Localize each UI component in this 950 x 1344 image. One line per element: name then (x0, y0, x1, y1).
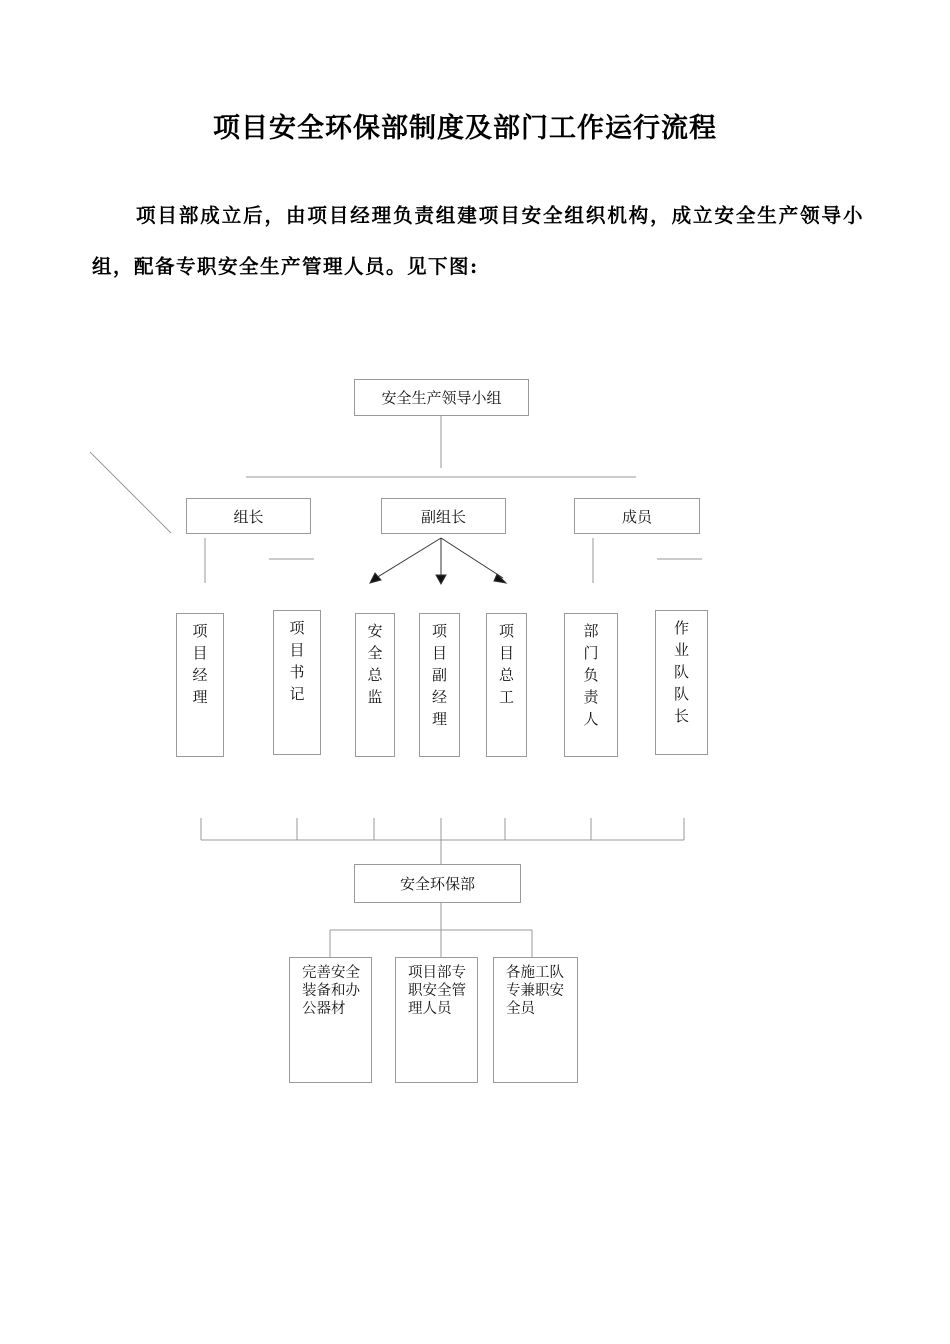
leadership-group-box (354, 379, 529, 416)
arrowhead-mid (436, 575, 446, 584)
position-box: 作业队队长 (655, 610, 708, 755)
position-box: 部门负责人 (564, 613, 618, 757)
position-box: 项目经理 (176, 613, 224, 757)
role-box-leader: 组长 (186, 498, 311, 534)
safety-env-dept-box (354, 864, 521, 903)
leadership-group-label: 安全生产领导小组 (381, 389, 502, 407)
position-box: 项目副经理 (419, 613, 460, 757)
intro-paragraph: 项目部成立后，由项目经理负责组建项目安全组织机构，成立安全生产领导小组，配备专职安全生产管理人员。见下图: (92, 204, 864, 278)
page-title: 项目安全环保部制度及部门工作运行流程 (213, 113, 717, 144)
role-box-members: 成员 (574, 498, 700, 534)
sub-box: 项目部专职安全管理人员 (395, 957, 478, 1083)
arrow-line-right (441, 538, 503, 578)
position-box: 安全总监 (355, 613, 395, 757)
position-box: 项目书记 (273, 610, 321, 755)
arrowhead-right (494, 574, 506, 583)
position-box: 项目总工 (486, 613, 527, 757)
safety-env-dept-label: 安全环保部 (399, 875, 475, 893)
arrow-line-left (376, 538, 441, 578)
arrowhead-left (370, 573, 381, 583)
role-box-deputy: 副组长 (381, 498, 506, 534)
sub-box: 完善安全装备和办公器材 (289, 957, 372, 1083)
sub-box: 各施工队专兼职安全员 (493, 957, 578, 1083)
diagonal-line (90, 452, 171, 533)
